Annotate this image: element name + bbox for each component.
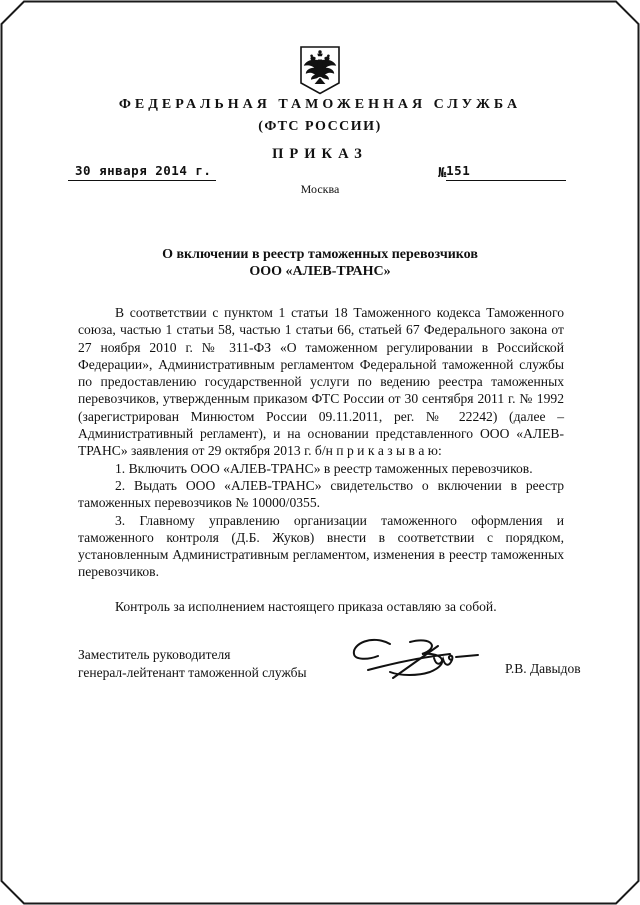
order-item-3: 3. Главному управлению организации таможенного оформления и таможенного контроля (Д.Б. Жуков) внести в соответствии с порядком, установленным Административным регламентом, изменения в реестр таможенных перевозчиков. [78, 512, 564, 580]
order-item-2: 2. Выдать ООО «АЛЕВ-ТРАНС» свидетельство о включении в реестр таможенных перевозчиков № 10000/0355. [78, 477, 564, 511]
order-title [70, 246, 570, 280]
signer-position-line1: Заместитель руководителя [78, 647, 231, 662]
order-title-line1: О включении в реестр таможенных перевозчиков [162, 247, 478, 262]
document-type-heading: ПРИКАЗ [272, 146, 368, 162]
order-date: 30 января 2014 г. [68, 163, 216, 181]
city-label: Москва [300, 182, 340, 196]
order-body [78, 304, 564, 615]
org-name: ФЕДЕРАЛЬНАЯ ТАМОЖЕННАЯ СЛУЖБА [118, 97, 522, 112]
handwritten-signature [338, 630, 493, 690]
signer-position-line2: генерал-лейтенант таможенной службы [78, 665, 307, 680]
order-item-1: 1. Включить ООО «АЛЕВ-ТРАНС» в реестр таможенных перевозчиков. [115, 460, 533, 476]
order-number: 151 [446, 163, 566, 181]
coat-of-arms-icon [300, 46, 340, 95]
signer-name: Р.В. Давыдов [505, 661, 581, 676]
control-paragraph: Контроль за исполнением настоящего приказа оставляю за собой. [115, 598, 497, 614]
order-number-block [438, 163, 566, 181]
order-title-line2: ООО «АЛЕВ-ТРАНС» [249, 264, 391, 279]
number-sign: № [438, 165, 447, 181]
preamble-paragraph: В соответствии с пунктом 1 статьи 18 Таможенного кодекса Таможенного союза, частью 1 статьи 58, частью 1 статьи 66, статьей 67 Федерального закона от 27 ноября 2010 г. № 311-ФЗ «О таможенном регулировании в Российской Федерации», Административным регламентом Федеральной таможенной службы по предоставлению государственной услуги по ведению реестра таможенных перевозчиков, утвержденным приказом ФТС России от 30 сентября 2011 г. № 1992 (зарегистрирован Минюстом России 09.11.2011, рег. № 22242) (далее – Административный регламент), и на основании представленного ООО «АЛЕВ-ТРАНС» заявления от 29 октября 2013 г. б/н п р и к а з ы в а ю: [78, 305, 564, 459]
org-short-name: (ФТС РОССИИ) [258, 119, 382, 134]
